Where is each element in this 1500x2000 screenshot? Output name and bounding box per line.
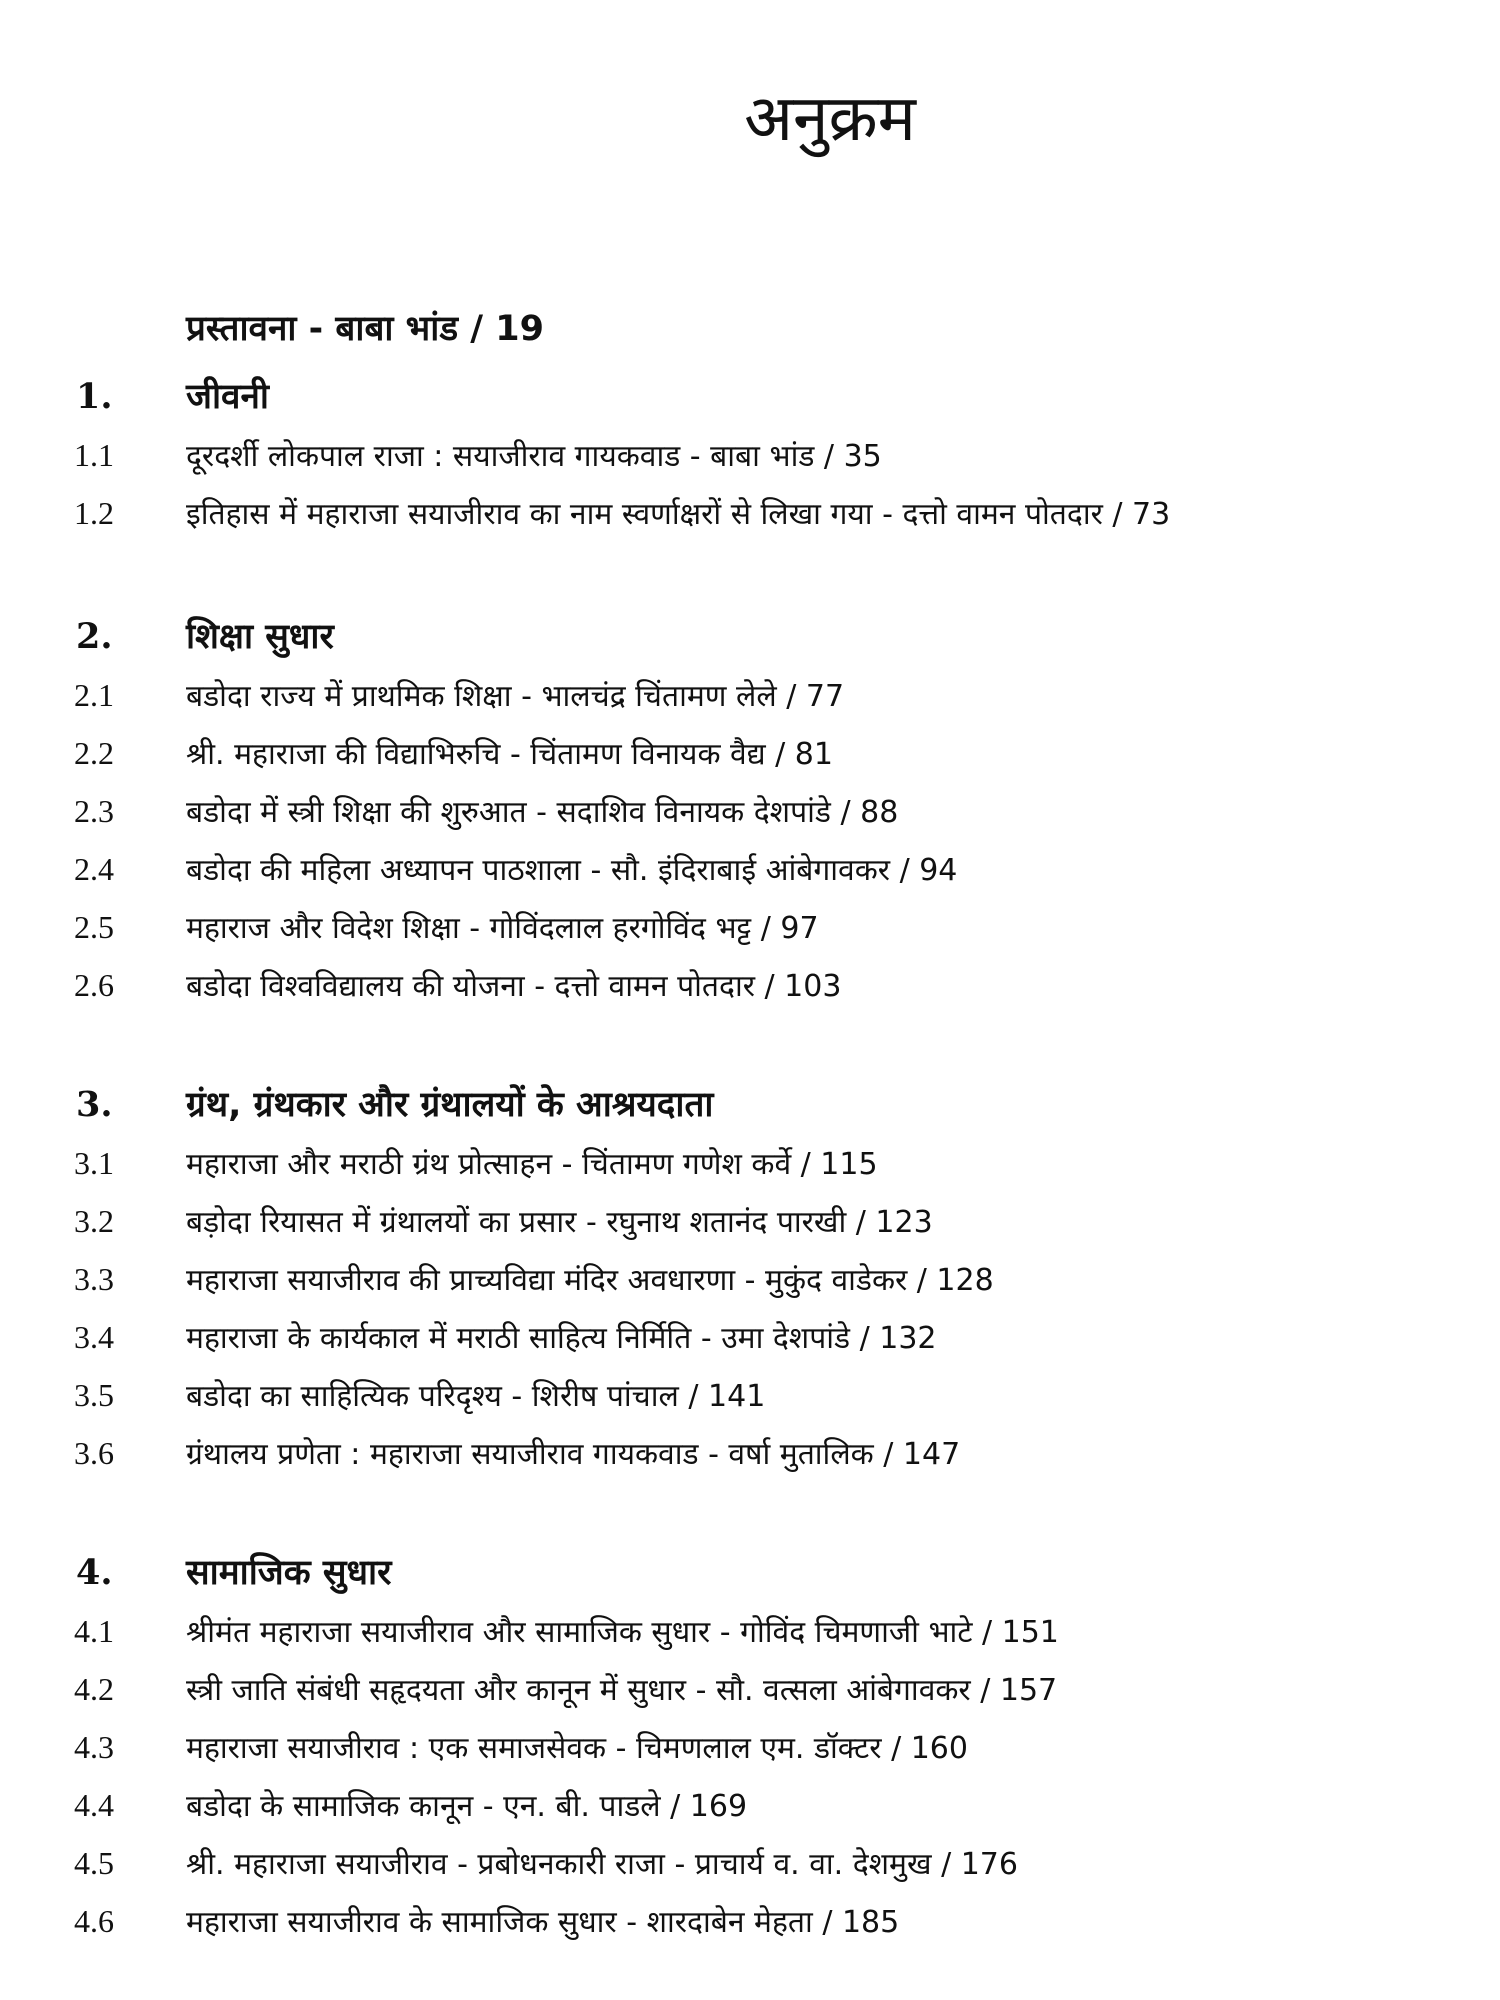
- toc-entry: [0, 1200, 1500, 1258]
- section-title: जीवनी: [186, 377, 269, 417]
- entry-number: 3.6: [74, 1435, 114, 1471]
- entry-text: ग्रंथालय प्रणेता : महाराजा सयाजीराव गायकवाड - वर्षा मुतालिक / 147: [186, 1437, 961, 1472]
- entry-text: बडोदा राज्य में प्राथमिक शिक्षा - भालचंद्र चिंतामण लेले / 77: [186, 679, 845, 714]
- toc-entry: [0, 434, 1500, 492]
- toc-section-4: [0, 1548, 1500, 1958]
- section-title: ग्रंथ, ग्रंथकार और ग्रंथालयों के आश्रयदाता: [186, 1085, 714, 1125]
- entry-number: 2.1: [74, 677, 114, 713]
- entry-number: 4.4: [74, 1787, 114, 1823]
- section-heading: [0, 1548, 1500, 1610]
- toc-entry: [0, 1374, 1500, 1432]
- toc-entry: [0, 1726, 1500, 1784]
- toc-entry: [0, 674, 1500, 732]
- toc-entry: [0, 1258, 1500, 1316]
- toc-entry: [0, 1316, 1500, 1374]
- toc-entry: [0, 1432, 1500, 1490]
- entry-number: 4.6: [74, 1903, 114, 1939]
- entry-text: स्त्री जाति संबंधी सहृदयता और कानून में सुधार - सौ. वत्सला आंबेगावकर / 157: [186, 1673, 1058, 1708]
- entry-number: 3.2: [74, 1203, 114, 1239]
- toc-entry: [0, 492, 1500, 550]
- entry-number: 4.3: [74, 1729, 114, 1765]
- entry-number: 4.1: [74, 1613, 114, 1649]
- entry-number: 4.2: [74, 1671, 114, 1707]
- entry-number: 1.2: [74, 495, 114, 531]
- entry-text: श्रीमंत महाराजा सयाजीराव और सामाजिक सुधार - गोविंद चिमणाजी भाटे / 151: [186, 1615, 1059, 1650]
- entry-number: 2.3: [74, 793, 114, 829]
- toc-entry: [0, 964, 1500, 1022]
- entry-number: 4.5: [74, 1845, 114, 1881]
- toc-entry: [0, 1142, 1500, 1200]
- section-heading: [0, 612, 1500, 674]
- entry-text: बडोदा का साहित्यिक परिदृश्य - शिरीष पांचाल / 141: [186, 1379, 766, 1414]
- toc-entry: [0, 1900, 1500, 1958]
- toc-entry: [0, 848, 1500, 906]
- entry-number: 3.5: [74, 1377, 114, 1413]
- entry-number: 2.2: [74, 735, 114, 771]
- entry-text: बडोदा में स्त्री शिक्षा की शुरुआत - सदाशिव विनायक देशपांडे / 88: [186, 795, 899, 830]
- section-number: 1.: [76, 376, 113, 417]
- entry-number: 3.4: [74, 1319, 114, 1355]
- section-title: शिक्षा सुधार: [186, 617, 334, 657]
- entry-number: 2.4: [74, 851, 114, 887]
- toc-entry: [0, 1784, 1500, 1842]
- section-heading: [0, 1080, 1500, 1142]
- entry-text: बड़ोदा रियासत में ग्रंथालयों का प्रसार - रघुनाथ शतानंद पारखी / 123: [186, 1205, 933, 1240]
- entry-text: महाराजा सयाजीराव के सामाजिक सुधार - शारदाबेन मेहता / 185: [186, 1905, 900, 1940]
- entry-text: महाराज और विदेश शिक्षा - गोविंदलाल हरगोविंद भट्ट / 97: [186, 911, 819, 946]
- entry-number: 2.6: [74, 967, 114, 1003]
- toc-section-2: [0, 612, 1500, 1022]
- toc-section-1: [0, 372, 1500, 550]
- toc-section-3: [0, 1080, 1500, 1490]
- entry-text: महाराजा और मराठी ग्रंथ प्रोत्साहन - चिंतामण गणेश कर्वे / 115: [186, 1147, 878, 1182]
- entry-text: बडोदा के सामाजिक कानून - एन. बी. पाडले / 169: [186, 1789, 748, 1824]
- toc-entry: [0, 732, 1500, 790]
- section-number: 4.: [76, 1552, 113, 1593]
- toc-entry: [0, 906, 1500, 964]
- entry-number: 3.3: [74, 1261, 114, 1297]
- toc-entry: [0, 1842, 1500, 1900]
- toc-entry: [0, 790, 1500, 848]
- section-heading: [0, 372, 1500, 434]
- entry-text: महाराजा सयाजीराव की प्राच्यविद्या मंदिर अवधारणा - मुकुंद वाडेकर / 128: [186, 1263, 994, 1298]
- entry-number: 2.5: [74, 909, 114, 945]
- page-title: अनुक्रम: [744, 82, 916, 156]
- entry-text: दूरदर्शी लोकपाल राजा : सयाजीराव गायकवाड - बाबा भांड / 35: [186, 439, 882, 474]
- entry-text: बडोदा की महिला अध्यापन पाठशाला - सौ. इंदिराबाई आंबेगावकर / 94: [186, 853, 958, 888]
- entry-text: बडोदा विश्वविद्यालय की योजना - दत्तो वामन पोतदार / 103: [186, 969, 842, 1004]
- entry-text: महाराजा सयाजीराव : एक समाजसेवक - चिमणलाल एम. डॉक्टर / 160: [186, 1731, 968, 1766]
- entry-text: श्री. महाराजा की विद्याभिरुचि - चिंतामण विनायक वैद्य / 81: [186, 737, 833, 772]
- entry-number: 1.1: [74, 437, 114, 473]
- section-number: 3.: [76, 1084, 113, 1125]
- preface-entry: प्रस्तावना - बाबा भांड / 19: [186, 309, 544, 349]
- entry-text: श्री. महाराजा सयाजीराव - प्रबोधनकारी राजा - प्राचार्य व. वा. देशमुख / 176: [186, 1847, 1018, 1882]
- section-number: 2.: [76, 616, 113, 657]
- toc-entry: [0, 1610, 1500, 1668]
- toc-entry: [0, 1668, 1500, 1726]
- section-title: सामाजिक सुधार: [186, 1553, 392, 1593]
- entry-number: 3.1: [74, 1145, 114, 1181]
- entry-text: इतिहास में महाराजा सयाजीराव का नाम स्वर्णाक्षरों से लिखा गया - दत्तो वामन पोतदार / 73: [186, 497, 1171, 532]
- entry-text: महाराजा के कार्यकाल में मराठी साहित्य निर्मिति - उमा देशपांडे / 132: [186, 1321, 937, 1356]
